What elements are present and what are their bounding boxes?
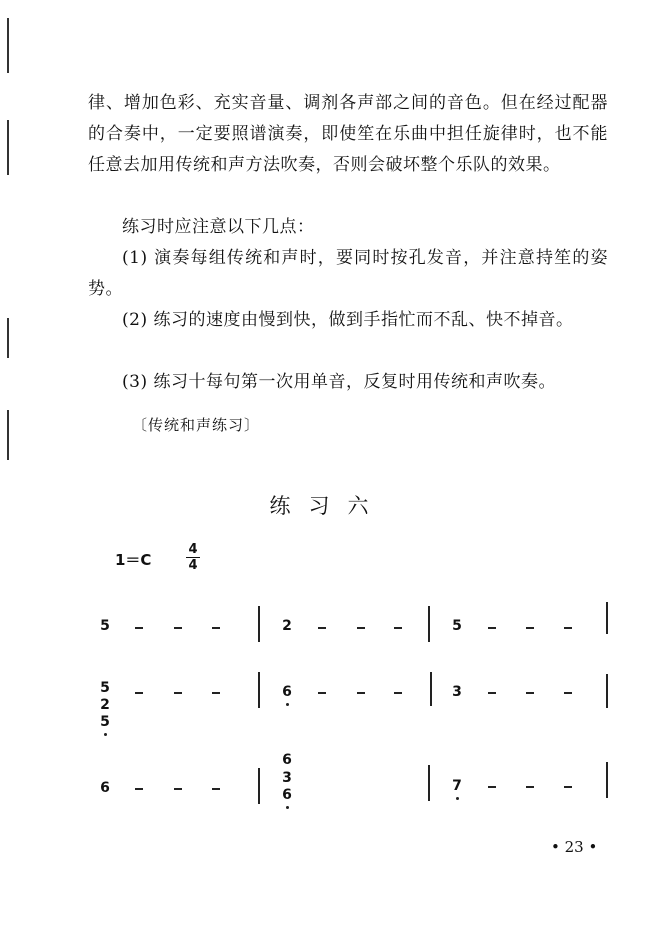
bar-line (606, 674, 608, 708)
low-octave-dot (286, 806, 289, 809)
dash (174, 627, 182, 629)
bar-line (430, 672, 432, 706)
dash (488, 786, 496, 788)
chord-note: 5 (100, 680, 110, 696)
dash (318, 627, 326, 629)
dash (212, 627, 220, 629)
bar-line (428, 606, 430, 642)
dash (135, 788, 143, 790)
time-signature-top: 4 (188, 542, 198, 557)
note: 6 (282, 684, 292, 700)
bar-line (606, 762, 608, 798)
time-signature-bottom: 4 (188, 558, 198, 573)
paragraph-main: 律、增加色彩、充实音量、调剂各声部之间的音色。但在经过配器的合奏中，一定要照谱演奏，即使笙在乐曲中担任旋律时，也不能任意去加用传统和声方法吹奏，否则会破坏整个乐队的效果。 (88, 93, 608, 175)
dash (212, 788, 220, 790)
chord-note: 6 (282, 752, 292, 768)
dash (526, 786, 534, 788)
bar-line (258, 768, 260, 804)
dash (488, 692, 496, 694)
bar-line (606, 602, 608, 634)
paragraph-intro: 练习时应注意以下几点： (122, 217, 315, 237)
low-octave-dot (286, 703, 289, 706)
note: 6 (100, 780, 110, 796)
note: 3 (452, 684, 462, 700)
exercise-heading: 练习六 (269, 494, 387, 518)
paragraph-point-1: (1) 演奏每组传统和声时，要同时按孔发音，并注意持笙的姿势。 (88, 248, 608, 299)
dash (174, 788, 182, 790)
dash (357, 627, 365, 629)
dash (394, 692, 402, 694)
key-signature: 1＝C (115, 551, 152, 569)
chord-note: 5 (100, 714, 110, 730)
low-octave-dot (104, 733, 107, 736)
page-number: • 23 • (551, 838, 598, 856)
paragraph-point-2: (2) 练习的速度由慢到快，做到手指忙而不乱、快不掉音。 (122, 310, 574, 330)
scan-margin-line (7, 410, 9, 460)
bar-line (258, 606, 260, 642)
chord-note: 2 (100, 697, 110, 713)
dash (488, 627, 496, 629)
low-octave-dot (456, 797, 459, 800)
scan-margin-line (7, 120, 9, 175)
scan-margin-line (7, 318, 9, 358)
dash (394, 627, 402, 629)
section-label: 〔传统和声练习〕 (132, 416, 261, 434)
scan-margin-line (7, 18, 9, 73)
dash (212, 692, 220, 694)
bar-line (258, 672, 260, 708)
note: 2 (282, 618, 292, 634)
dash (174, 692, 182, 694)
note: 7 (452, 778, 462, 794)
note: 5 (452, 618, 462, 634)
dash (526, 692, 534, 694)
dash (564, 786, 572, 788)
chord-note: 6 (282, 787, 292, 803)
dash (135, 692, 143, 694)
paragraph-point-3: (3) 练习十每句第一次用单音，反复时用传统和声吹奏。 (122, 372, 556, 392)
dash (135, 627, 143, 629)
dash (564, 627, 572, 629)
dash (318, 692, 326, 694)
dash (357, 692, 365, 694)
dash (564, 692, 572, 694)
bar-line (428, 765, 430, 801)
note: 5 (100, 618, 110, 634)
dash (526, 627, 534, 629)
time-signature (186, 543, 200, 572)
chord-note: 3 (282, 770, 292, 786)
